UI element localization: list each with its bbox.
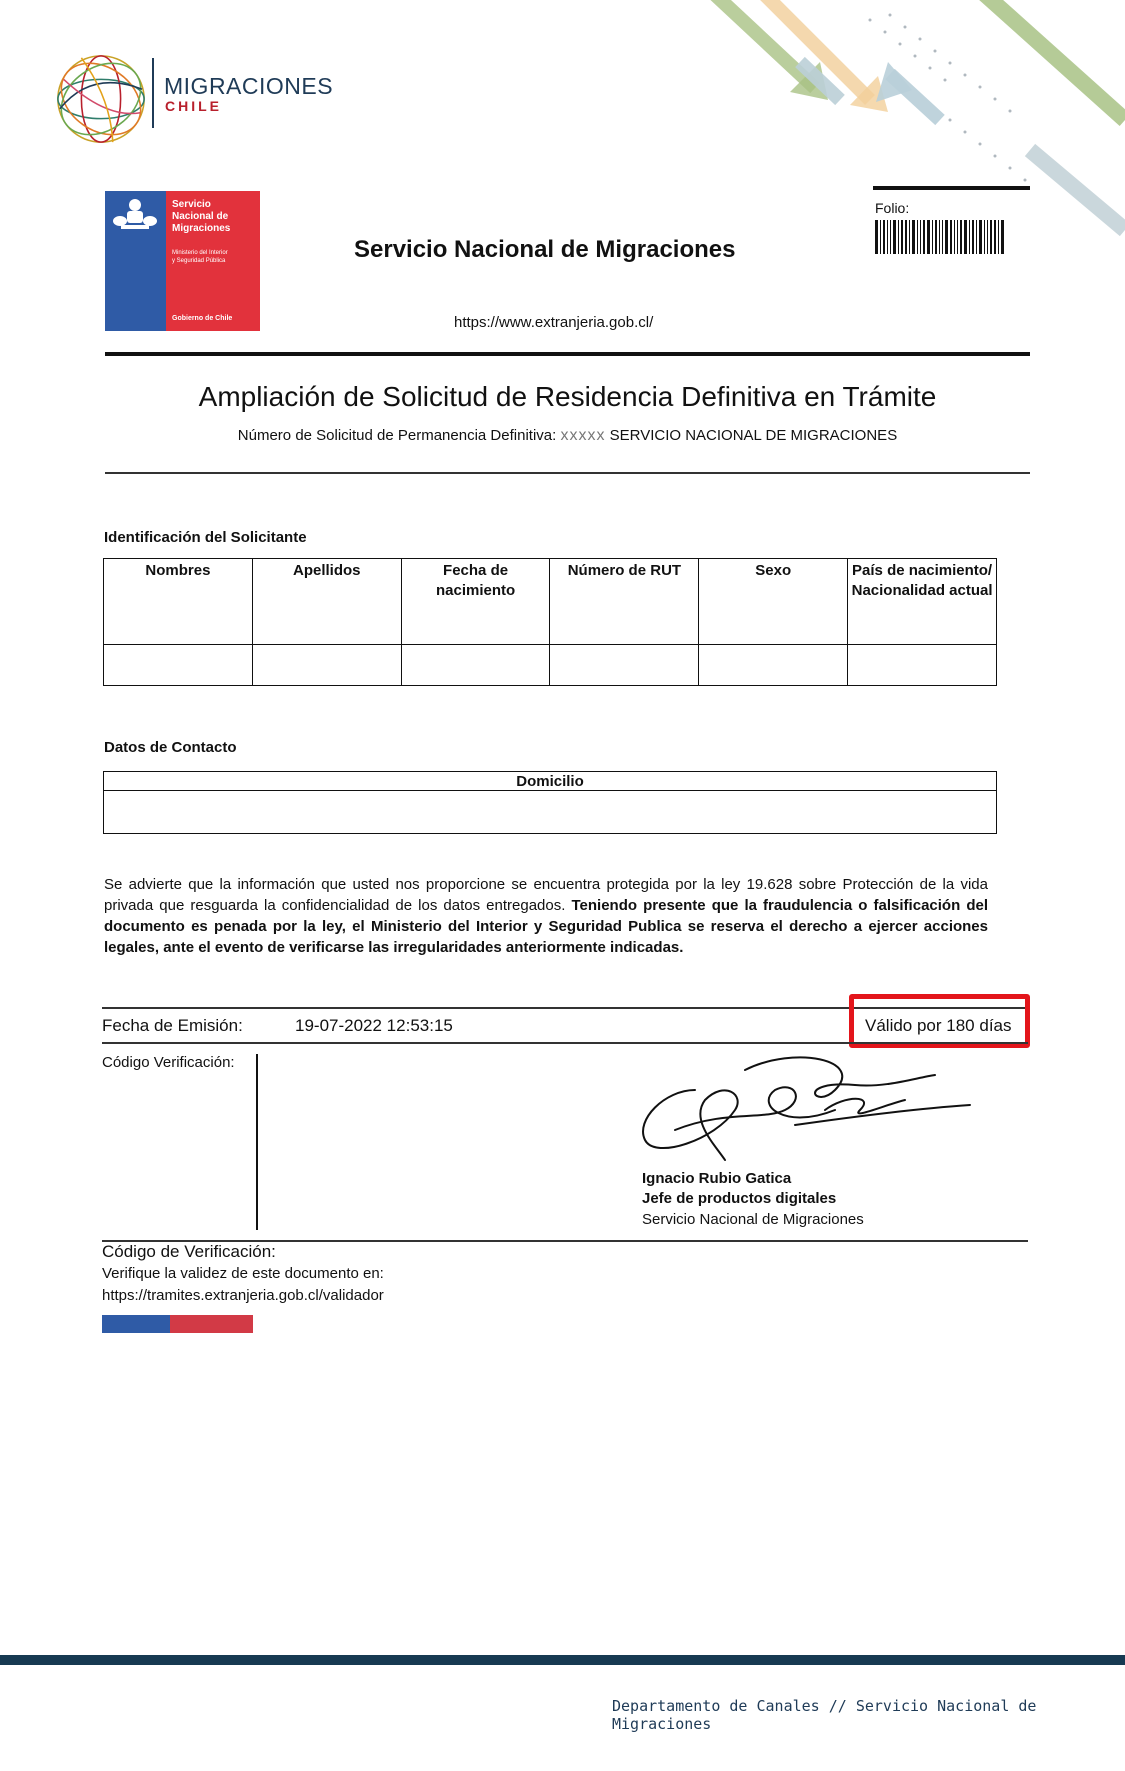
- barcode-bar: [890, 220, 891, 254]
- table-row: [104, 645, 997, 686]
- verification-code-label: Código Verificación:: [102, 1054, 235, 1071]
- barcode-bar: [932, 220, 933, 254]
- barcode-bar: [1001, 220, 1004, 254]
- barcode-bar: [905, 220, 907, 254]
- signer-name: Ignacio Rubio Gatica: [642, 1170, 792, 1187]
- divider: [102, 1042, 1028, 1044]
- contact-heading: Datos de Contacto: [104, 739, 237, 756]
- seal-red-panel: [166, 191, 260, 331]
- barcode-bar: [990, 220, 992, 254]
- column-header: Domicilio: [104, 772, 997, 791]
- legal-disclaimer: [104, 874, 988, 958]
- document-title: Ampliación de Solicitud de Residencia Definitiva en Trámite: [198, 381, 937, 412]
- column-header: País de nacimiento/ Nacionalidad actual: [848, 559, 997, 645]
- barcode-bar: [972, 220, 974, 254]
- title-rule: [105, 472, 1030, 474]
- barcode-bar: [912, 220, 915, 254]
- applicant-heading: Identificación del Solicitante: [104, 529, 307, 546]
- barcode-bar: [994, 220, 996, 254]
- table-cell: [848, 645, 997, 686]
- disclaimer-text: Se advierte que la información que usted nos proporcione se encuentra protegida por la ley 19.628 sobre Protección de la vida privada que resguarda la confidencialidad de los datos entregados.: [104, 876, 988, 914]
- validity-text: Válido por 180 días: [865, 1016, 1012, 1035]
- seal-government: Gobierno de Chile: [172, 315, 233, 322]
- barcode-bar: [942, 220, 943, 254]
- barcode-bar: [923, 220, 925, 254]
- column-header: Apellidos: [252, 559, 401, 645]
- barcode-bar: [950, 220, 952, 254]
- verification-url: https://tramites.extranjeria.gob.cl/validador: [102, 1287, 384, 1304]
- barcode-bar: [883, 220, 885, 254]
- barcode-bar: [887, 220, 888, 254]
- header-title: Servicio Nacional de Migraciones: [354, 236, 736, 263]
- barcode-bar: [969, 220, 970, 254]
- logo-country: CHILE: [165, 98, 222, 114]
- barcode-bar: [979, 220, 982, 254]
- folio-box: [873, 186, 1030, 256]
- disclaimer-warning: Teniendo presente que la fraudulencia o falsificación del documento es penada por la ley, el Ministerio del Interior y Seguridad Publica se reserva el derecho a ejercer acciones legales, ante el evento de verificarse las irregularidades anteriormente indicadas.: [104, 897, 988, 956]
- request-number: xxxxx: [560, 427, 606, 444]
- column-header: Número de RUT: [550, 559, 699, 645]
- barcode-bar: [954, 220, 955, 254]
- barcode-bar: [998, 220, 999, 254]
- barcode-icon: [875, 220, 1025, 254]
- barcode-bar: [939, 220, 940, 254]
- barcode-bar: [945, 220, 948, 254]
- signer-organization: Servicio Nacional de Migraciones: [642, 1211, 864, 1228]
- table-cell: [104, 791, 997, 834]
- barcode-bar: [893, 220, 896, 254]
- barcode-bar: [935, 220, 937, 254]
- barcode-bar: [987, 220, 988, 254]
- barcode-bar: [984, 220, 985, 254]
- column-header: Sexo: [699, 559, 848, 645]
- verification-code-label-2: Código de Verificación:: [102, 1242, 276, 1261]
- barcode-bar: [917, 220, 918, 254]
- table-header-row: [104, 559, 997, 645]
- barcode-bar: [901, 220, 903, 254]
- barcode-bar: [898, 220, 899, 254]
- table-cell: [252, 645, 401, 686]
- seal-service-name: Servicio Nacional de Migraciones: [172, 199, 231, 234]
- table-cell: [699, 645, 848, 686]
- folio-label: Folio:: [875, 200, 910, 216]
- barcode-bar: [976, 220, 977, 254]
- footer-text: Departamento de Canales // Servicio Nacional de Migraciones: [612, 1697, 1037, 1733]
- coat-of-arms-icon: [105, 191, 166, 251]
- logo-wordmark: MIGRACIONES: [164, 73, 334, 99]
- migraciones-logo-icon: [52, 50, 150, 148]
- request-number-label: Número de Solicitud de Permanencia Definitiva:: [237, 427, 557, 444]
- logo-divider: [152, 58, 154, 128]
- government-seal: [105, 191, 260, 331]
- flag-color-bar: [102, 1315, 253, 1333]
- validity-highlight-box: [849, 994, 1030, 1048]
- seal-ministry: Ministerio del Interior y Seguridad Pública: [172, 250, 228, 264]
- table-header-row: [104, 772, 997, 791]
- vertical-divider: [256, 1054, 258, 1230]
- seal-blue-panel: [105, 191, 166, 331]
- emission-date: 19-07-2022 12:53:15: [295, 1016, 453, 1035]
- subtitle-organization: SERVICIO NACIONAL DE MIGRACIONES: [609, 427, 898, 444]
- contact-table: [103, 771, 997, 834]
- barcode-bar: [957, 220, 958, 254]
- barcode-bar: [960, 220, 962, 254]
- signer-role: Jefe de productos digitales: [642, 1190, 837, 1207]
- applicant-table: [103, 558, 997, 686]
- signature-icon: [635, 1050, 975, 1170]
- barcode-bar: [909, 220, 910, 254]
- barcode-bar: [964, 220, 967, 254]
- table-cell: [401, 645, 550, 686]
- verification-caption: Verifique la validez de este documento en:: [102, 1265, 384, 1282]
- barcode-bar: [880, 220, 881, 254]
- barcode-bar: [875, 220, 878, 254]
- barcode-bar: [927, 220, 930, 254]
- emission-label: Fecha de Emisión:: [102, 1016, 243, 1035]
- header-rule: [105, 352, 1030, 356]
- header-url: https://www.extranjeria.gob.cl/: [454, 314, 654, 331]
- column-header: Fecha de nacimiento: [401, 559, 550, 645]
- table-cell: [550, 645, 699, 686]
- footer-bar: [0, 1655, 1125, 1665]
- document-subtitle: [105, 427, 1030, 445]
- table-cell: [104, 645, 253, 686]
- column-header: Nombres: [104, 559, 253, 645]
- table-row: [104, 791, 997, 834]
- barcode-bar: [920, 220, 921, 254]
